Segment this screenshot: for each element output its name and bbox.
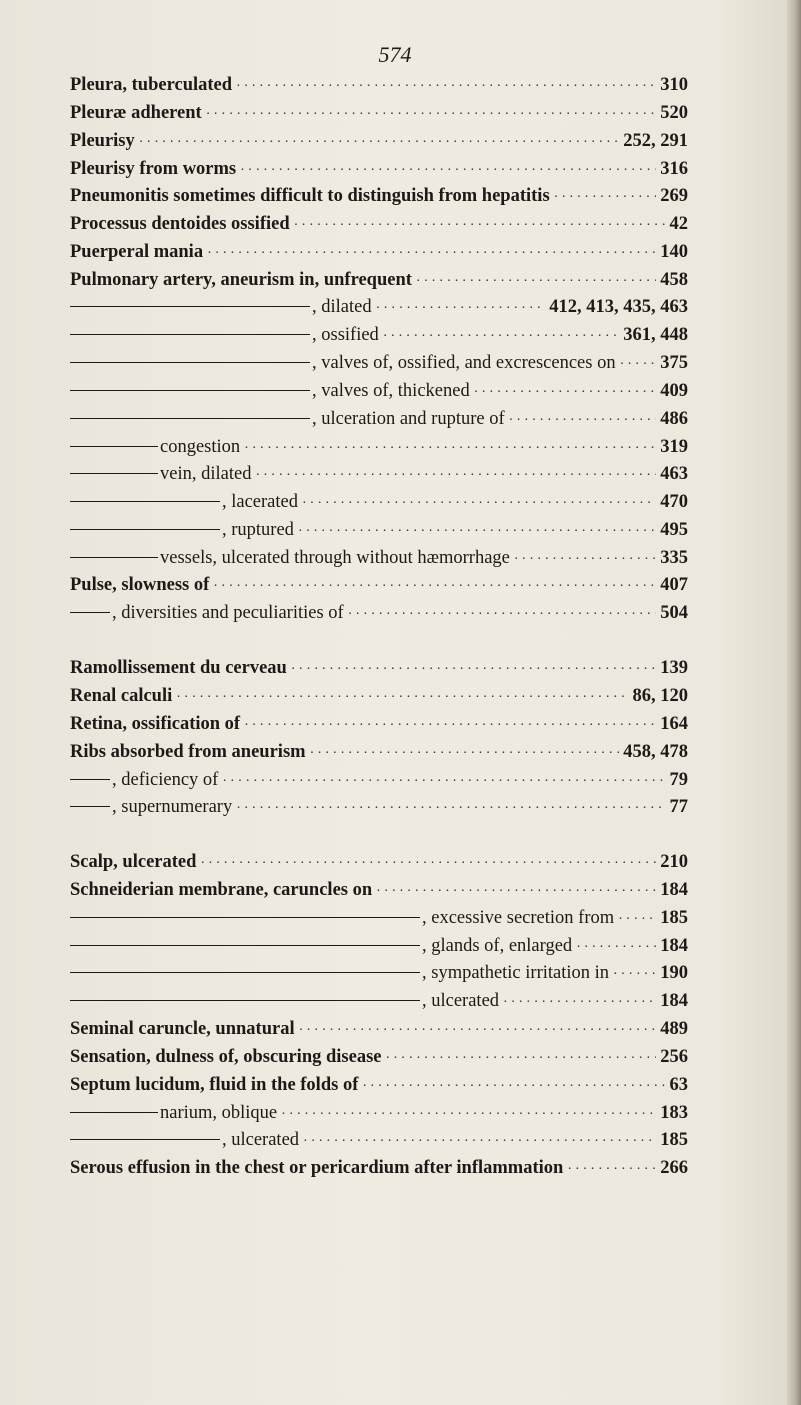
dot-leader — [509, 413, 657, 429]
ditto-dash — [70, 1139, 220, 1140]
entry-pages: 86, 120 — [632, 686, 688, 706]
index-entry — [70, 270, 688, 296]
entry-pages: 316 — [660, 159, 688, 179]
dot-leader — [620, 357, 657, 373]
ditto-dash — [70, 390, 310, 391]
dot-leader — [618, 912, 656, 928]
dot-leader — [294, 218, 666, 234]
entry-pages: 458 — [660, 270, 688, 290]
entry-pages: 463 — [660, 464, 688, 484]
dot-leader — [176, 690, 628, 706]
page-edge-shadow — [787, 0, 801, 1405]
index-entry — [70, 714, 688, 740]
index-entry — [70, 548, 688, 574]
ditto-dash — [70, 917, 420, 918]
entry-label: , glands of, enlarged — [422, 936, 573, 956]
ditto-dash — [70, 501, 220, 502]
entry-label: , ulcerated — [222, 1130, 300, 1150]
ditto-dash — [70, 945, 420, 946]
ditto-dash — [70, 1112, 158, 1113]
ditto-dash — [70, 362, 310, 363]
index-entry — [70, 575, 688, 601]
entry-pages: 184 — [660, 936, 688, 956]
entry-label: narium, oblique — [160, 1103, 278, 1123]
entry-label: Processus dentoides ossified — [70, 214, 290, 234]
entry-pages: 504 — [660, 603, 688, 623]
entry-label: , ulcerated — [422, 991, 500, 1011]
entry-pages: 140 — [660, 242, 688, 262]
index-entry — [70, 936, 688, 962]
dot-leader — [244, 441, 656, 457]
dot-leader — [303, 1134, 656, 1150]
dot-leader — [514, 552, 656, 568]
entry-pages: 520 — [660, 103, 688, 123]
index-entry — [70, 75, 688, 101]
entry-pages: 252, 291 — [623, 131, 688, 151]
entry-label: , sympathetic irritation in — [422, 963, 610, 983]
dot-leader — [139, 135, 620, 151]
index-entry — [70, 908, 688, 934]
ditto-dash — [70, 529, 220, 530]
entry-label: Pulmonary artery, aneurism in, unfrequent — [70, 270, 412, 290]
index-entry — [70, 852, 688, 878]
index-entry — [70, 242, 688, 268]
dot-leader — [255, 468, 656, 484]
entry-pages: 183 — [660, 1103, 688, 1123]
entry-label: , ossified — [312, 325, 379, 345]
index-entry — [70, 325, 688, 351]
index-entry — [70, 1047, 688, 1073]
entry-label: Serous effusion in the chest or pericardium after inflammation — [70, 1158, 564, 1178]
entry-label: Pleurisy — [70, 131, 135, 151]
dot-leader — [474, 385, 657, 401]
entry-label: vessels, ulcerated through without hæmorrhage — [160, 548, 510, 568]
dot-leader — [207, 246, 656, 262]
entry-pages: 77 — [669, 797, 688, 817]
entry-pages: 185 — [660, 1130, 688, 1150]
index-entry — [70, 159, 688, 185]
index-entry — [70, 186, 688, 212]
entry-pages: 310 — [660, 75, 688, 95]
entry-pages: 407 — [660, 575, 688, 595]
dot-leader — [281, 1107, 656, 1123]
entry-pages: 185 — [660, 908, 688, 928]
index-entry — [70, 492, 688, 518]
entry-pages: 139 — [660, 658, 688, 678]
entry-label: , ruptured — [222, 520, 294, 540]
dot-leader — [310, 746, 620, 762]
dot-leader — [362, 1079, 665, 1095]
ditto-dash — [70, 306, 310, 307]
ditto-dash — [70, 1000, 420, 1001]
index-entry — [70, 214, 688, 240]
index-entry — [70, 464, 688, 490]
dot-leader — [206, 107, 657, 123]
entry-label: Pneumonitis sometimes difficult to distinguish from hepatitis — [70, 186, 550, 206]
entry-label: , excessive secretion from — [422, 908, 615, 928]
index-entry — [70, 1130, 688, 1156]
entry-pages: 63 — [669, 1075, 688, 1095]
ditto-dash — [70, 473, 158, 474]
entry-label: Renal calculi — [70, 686, 173, 706]
entry-pages: 210 — [660, 852, 688, 872]
index-entry — [70, 770, 688, 796]
entry-label: Pulse, slowness of — [70, 575, 210, 595]
entry-label: vein, dilated — [160, 464, 252, 484]
page-number: 574 — [378, 42, 412, 67]
entry-pages: 42 — [669, 214, 688, 234]
dot-leader — [298, 524, 656, 540]
entry-label: Pleura, tuberculated — [70, 75, 233, 95]
entry-label: Pleurisy from worms — [70, 159, 237, 179]
dot-leader — [240, 163, 656, 179]
index-entry — [70, 131, 688, 157]
ditto-dash — [70, 972, 420, 973]
index-entry — [70, 658, 688, 684]
entry-pages: 486 — [660, 409, 688, 429]
entry-label: Ramollissement du cerveau — [70, 658, 287, 678]
entry-pages: 79 — [669, 770, 688, 790]
entry-label: , ulceration and rupture of — [312, 409, 505, 429]
index-entry — [70, 353, 688, 379]
entry-pages: 319 — [660, 437, 688, 457]
dot-leader — [348, 607, 657, 623]
dot-leader — [576, 940, 656, 956]
ditto-dash — [70, 779, 110, 780]
index-entry — [70, 603, 688, 629]
index-entry — [70, 991, 688, 1017]
ditto-dash — [70, 446, 158, 447]
entry-pages: 266 — [660, 1158, 688, 1178]
entry-pages: 375 — [660, 353, 688, 373]
entry-label: Ribs absorbed from aneurism — [70, 742, 306, 762]
dot-leader — [503, 995, 656, 1011]
entry-label: Pleuræ adherent — [70, 103, 202, 123]
entry-label: Sensation, dulness of, obscuring disease — [70, 1047, 382, 1067]
index-entry — [70, 1103, 688, 1129]
entry-pages: 184 — [660, 991, 688, 1011]
dot-leader — [291, 662, 656, 678]
entry-label: , valves of, thickened — [312, 381, 470, 401]
dot-leader — [236, 79, 656, 95]
entry-label: Schneiderian membrane, caruncles on — [70, 880, 373, 900]
entry-pages: 269 — [660, 186, 688, 206]
entry-label: Seminal caruncle, unnatural — [70, 1019, 295, 1039]
entry-pages: 190 — [660, 963, 688, 983]
dot-leader — [613, 967, 656, 983]
entry-label: , valves of, ossified, and excrescences on — [312, 353, 616, 373]
entry-pages: 412, 413, 435, 463 — [549, 297, 688, 317]
entry-label: Retina, ossification of — [70, 714, 241, 734]
ditto-dash — [70, 612, 110, 613]
dot-leader — [236, 801, 665, 817]
dot-leader — [222, 774, 665, 790]
ditto-dash — [70, 334, 310, 335]
index-entry — [70, 297, 688, 323]
entry-label: Septum lucidum, fluid in the folds of — [70, 1075, 359, 1095]
entry-label: , deficiency of — [112, 770, 219, 790]
index-entry — [70, 963, 688, 989]
index-entry — [70, 381, 688, 407]
index-entry — [70, 103, 688, 129]
entry-label: , diversities and peculiarities of — [112, 603, 344, 623]
entry-pages: 335 — [660, 548, 688, 568]
entry-pages: 361, 448 — [623, 325, 688, 345]
ditto-dash — [70, 806, 110, 807]
ditto-dash — [70, 557, 158, 558]
index-entry — [70, 409, 688, 435]
dot-leader — [213, 579, 656, 595]
dot-leader — [302, 496, 656, 512]
dot-leader — [244, 718, 656, 734]
entry-pages: 489 — [660, 1019, 688, 1039]
ditto-dash — [70, 418, 310, 419]
dot-leader — [299, 1023, 657, 1039]
entry-label: congestion — [160, 437, 241, 457]
entry-pages: 495 — [660, 520, 688, 540]
index-entry — [70, 742, 688, 768]
entry-label: Puerperal mania — [70, 242, 204, 262]
entry-label: , supernumerary — [112, 797, 233, 817]
entry-label: , dilated — [312, 297, 372, 317]
entry-pages: 164 — [660, 714, 688, 734]
dot-leader — [376, 301, 546, 317]
entry-pages: 256 — [660, 1047, 688, 1067]
index-entry — [70, 520, 688, 546]
index-entry — [70, 797, 688, 823]
dot-leader — [416, 274, 656, 290]
entry-pages: 470 — [660, 492, 688, 512]
dot-leader — [554, 190, 657, 206]
entry-pages: 184 — [660, 880, 688, 900]
entry-pages: 409 — [660, 381, 688, 401]
index-entry — [70, 1075, 688, 1101]
dot-leader — [376, 884, 656, 900]
dot-leader — [383, 329, 619, 345]
index-entry — [70, 1019, 688, 1045]
index-entry — [70, 686, 688, 712]
dot-leader — [200, 856, 656, 872]
dot-leader — [567, 1162, 656, 1178]
index-entry — [70, 1158, 688, 1184]
dot-leader — [385, 1051, 656, 1067]
entry-label: Scalp, ulcerated — [70, 852, 197, 872]
entry-pages: 458, 478 — [623, 742, 688, 762]
entry-label: , lacerated — [222, 492, 298, 512]
index-entry — [70, 437, 688, 463]
index-entry — [70, 880, 688, 906]
